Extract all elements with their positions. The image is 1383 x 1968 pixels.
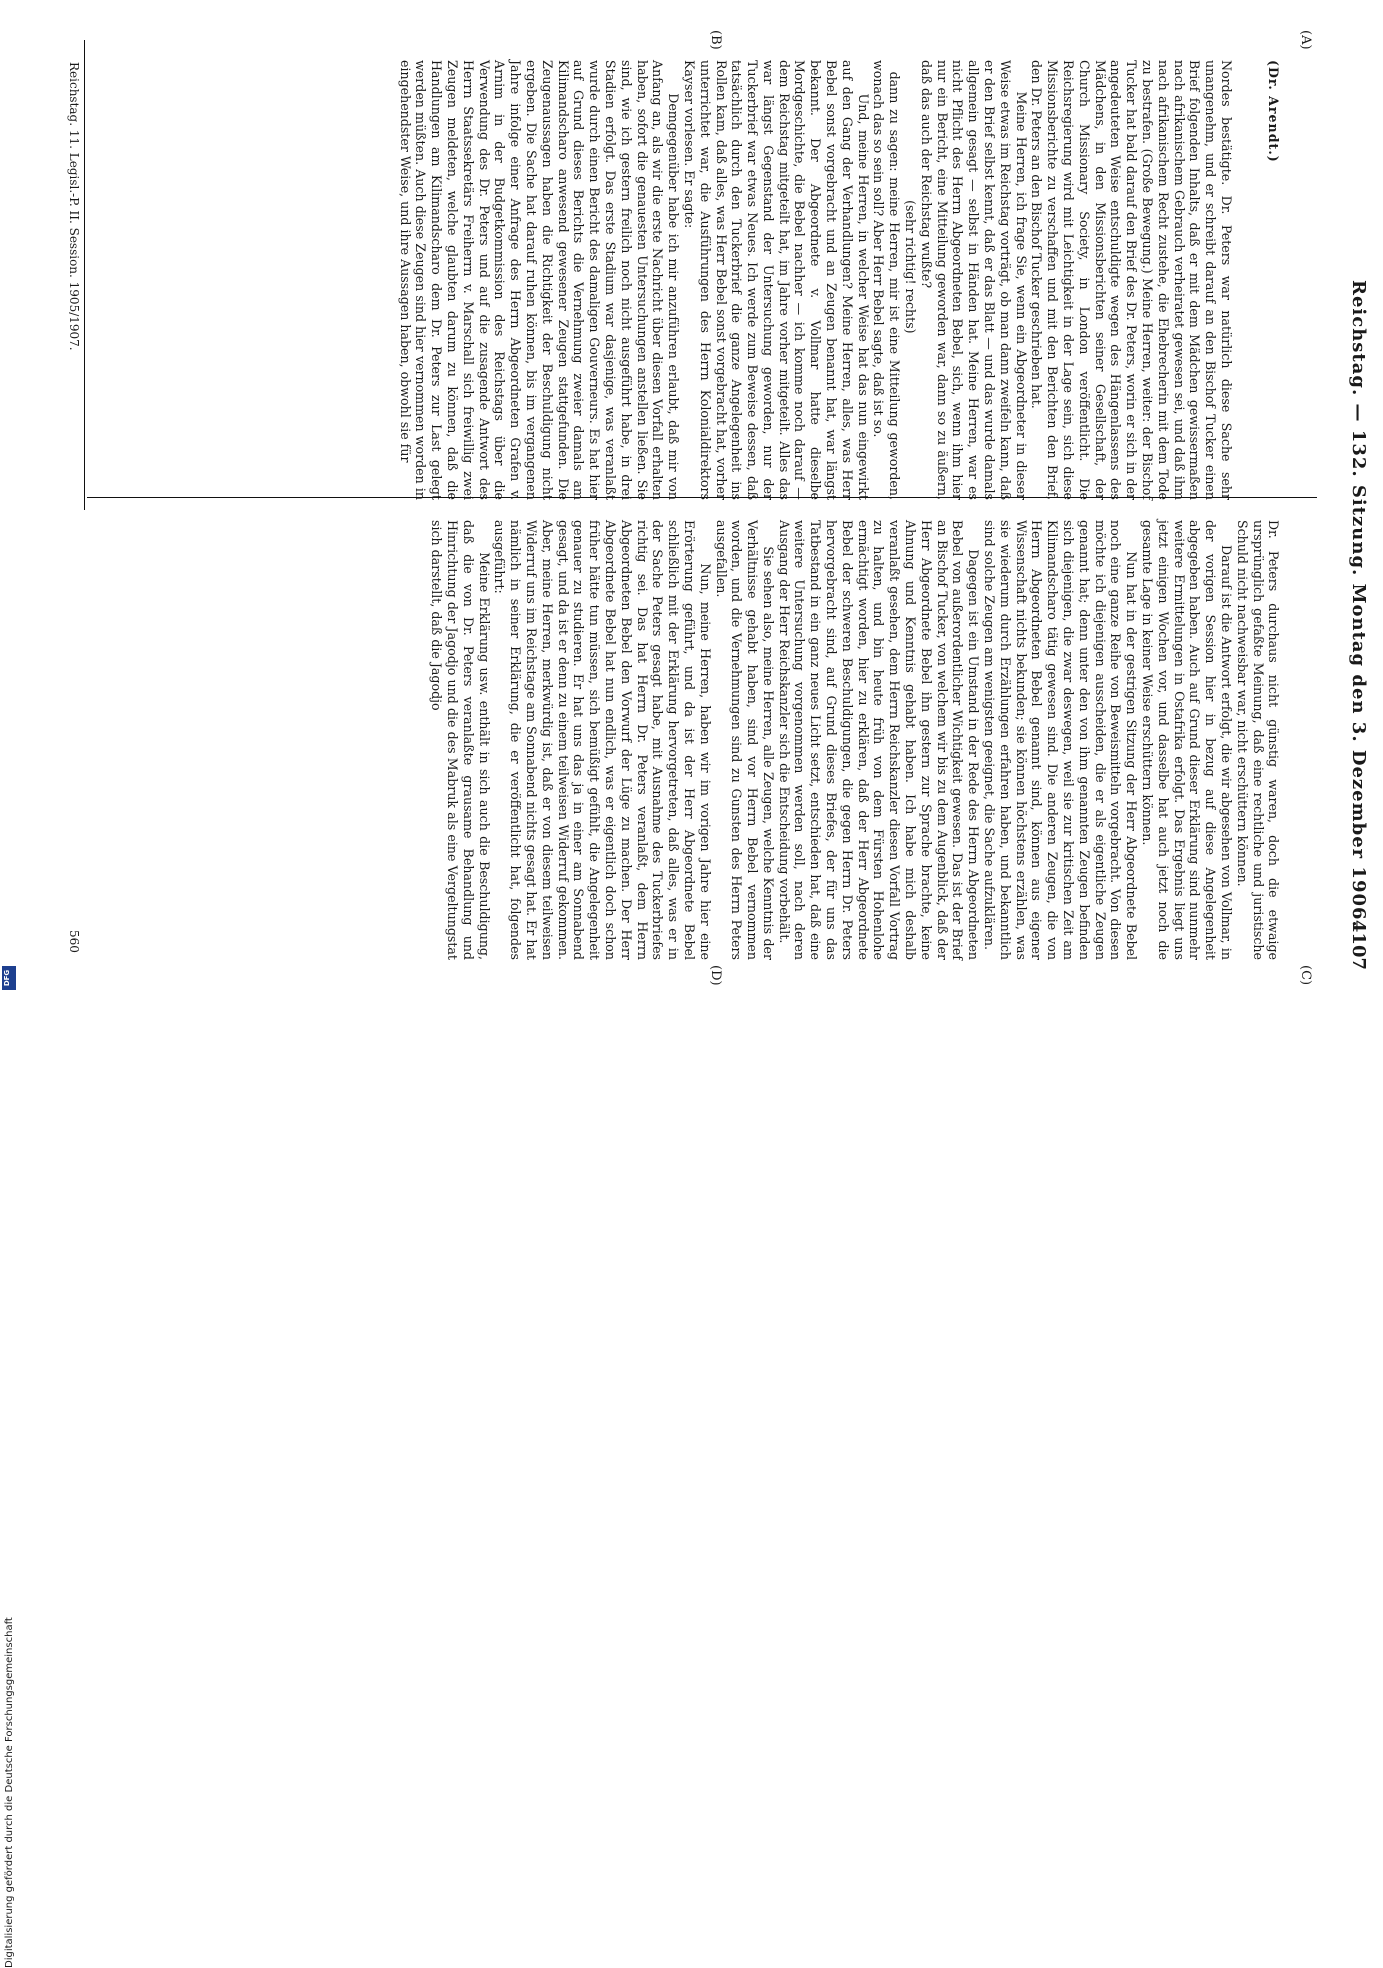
right-column-text: Dr. Peters durchaus nicht günstig waren, doch die etwaige ursprünglich gefaßte Meinung, daß eine rechtliche und juristische Schuld nicht nachweisbar war, nicht erschüttern können. Darauf ist die Antwort erfolgt, die wir abgesehen von Vollmar, in der vorigen Session hier in bezug auf diese Angelegenheit abgegeben haben. Auch auf Grund dieser Erklärung sind nunmehr weitere Ermittelungen in Ostafrika erfolgt. Das Ergebnis liegt uns jetzt einigen Wochen vor, und dasselbe hat auch jetzt noch die gesamte Lage in keiner Weise erschüttern können. Nun hat in der gestrigen Sitzung der Herr Abgeordnete Bebel noch eine ganze Reihe von Beweismitteln vorgebracht. Von diesen möchte ich diejenigen ausscheiden, die er als eigentliche Zeugen genannt hat; denn unter den von ihm genannten Zeugen befinden sich diejenigen, die zwar deswegen, weil sie zur kritischen Zeit am Kilimandscharo tätig gewesen sind. Die anderen Zeugen, die von Herrn Abgeordneten Bebel genannt sind, können aus eigener Wissenschaft nichts bekunden; sie können höchstens erzählen, was sie wiederum durch Erzählungen erfahren haben, und bekanntlich sind solche Zeugen am wenigsten geeignet, die Sache aufzuklären. Dagegen ist ein Umstand in der Rede des Herrn Abgeordneten Bebel von außerordentlicher Wichtigkeit gewesen. Das ist der Brief an Bischof Tucker, von welchem wir bis zu dem Augenblick, daß der Herr Abgeordnete Bebel ihn gestern zur Sprache brachte, keine Ahnung und Kenntnis gehabt haben. Ich habe mich deshalb veranlaßt gesehen, dem Herrn Reichskanzler diesen Vorfall Vortrag zu halten, und bin heute früh von dem Fürsten Hohenlohe ermächtigt worden, hier zu erklären, daß der Herr Abgeordnete Bebel der schweren Beschuldigungen, die gegen Herrn Dr. Peters hervorgebracht sind, auf Grund dieses Briefes, der für uns das Tatbestand in ein ganz neues Licht setzt, entschieden hat, daß eine weitere Untersuchung vorgenommen werden soll, nach deren Ausgang der Herr Reichskanzler sich die Entscheidung vorbehält. Sie sehen also, meine Herren, alle Zeugen, welche Kenntnis der Verhältnisse gehabt haben, sind vor Herrn Bebel vernommen worden, und die Vernehmungen sind zu Gunsten des Herrn Peters ausgefallen. Nun, meine Herren, haben wir im vorigen Jahre hier eine Erörterung geführt, und da ist der Herr Abgeordnete Bebel schließlich mit der Erklärung hervorgetreten, daß alles, was er in der Sache Peters gesagt habe, mit Ausnahme des Tuckerbriefes richtig sei. Das hat Herrn Dr. Peters veranlaßt, dem Herrn Abgeordneten Bebel den Vorwurf der Lüge zu machen. Der Herr Abgeordnete Bebel hat nun endlich, was er eigentlich doch schon früher hätte tun müssen, sich bemüßigt gefühlt, die Angelegenheit genauer zu studieren. Er hat uns das ja in einer am Sonnabend gesagt, und da ist er denn zu einem teilweisen Widerruf gekommen. Aber, meine Herren, merkwürdig ist, daß er von diesem teilweisen Widerruf uns im Reichstage am Sonnabend nichts gesagt hat. Er hat nämlich in seiner Erklärung, die er veröffentlicht hat, folgendes ausgeführt: Meine Erklärung usw. enthält in sich auch die Beschuldigung, daß die von Dr. Peters veranlaßte grausame Behandlung und Hinrichtung der Jagodjo und die des Mabruk als eine Vergeltungstat sich darstellt, daß die Jagodjo [429, 520, 1282, 961]
dfg-logo-icon: DFG [2, 966, 16, 990]
speaker-label: (Dr. Arendt.) [1266, 60, 1282, 163]
page-header [1329, 40, 1369, 970]
margin-marker-c: (C) [1298, 965, 1313, 986]
credit-text: Digitalisierung gefördert durch die Deutsche Forschungsgemeinschaft [4, 1617, 15, 1968]
right-column [397, 520, 1313, 960]
header-title: Reichstag. — 132. Sitzung. Montag den 3. Dezember 1906. [1348, 280, 1369, 928]
margin-marker-b: (B) [708, 30, 723, 50]
footer-session-info: Reichstag. 11. Legisl.-P. II. Session. 1905/1907. [67, 62, 81, 351]
footer-page-number: 560 [67, 930, 81, 953]
header-page-number: 4107 [1348, 919, 1369, 970]
margin-marker-a: (A) [1298, 30, 1313, 50]
left-column-text: Nordes bestätigte. Dr. Peters war natürlich diese Sache sehr unangenehm, und er schreibt darauf an den Bischof Tucker einen Brief folgenden Inhalts, daß er mit dem Mädchen gewissermaßen nach afrikanischem Gebrauch verheiratet gewesen sei, und daß ihm nach afrikanischem Recht zustehe, die Ehebrecherin mit dem Tode zu bestrafen. (Große Bewegung.) Meine Herren, weiter: der Bischof Tucker hat bald darauf den Brief des Dr. Peters, worin er sich in der angedeuteten Weise entschuldigte wegen des Hängenlassens des Mädchens, in den Missionsberichten seiner Gesellschaft, der Church Missionary Society, in London veröffentlicht. Die Reichsregierung wird mit Leichtigkeit in der Lage sein, sich diese Missionsberichte zu verschaffen und mit den Berichten den Brief, den Dr. Peters an den Bischof Tucker geschrieben hat. Meine Herren, ich frage Sie, wenn ein Abgeordneter in dieser Weise etwas im Reichstag vorträgt, ob man dann zweifeln kann, daß er den Brief selbst kennt, daß er das Blatt — und das wurde damals allgemein gesagt — selbst in Händen hat. Meine Herren, war es nicht Pflicht des Herrn Abgeordneten Bebel, sich, wenn ihm hier nur ein Bericht, eine Mitteilung geworden war, dann so zu äußern, daß das auch der Reichstag wußte? (sehr richtig! rechts) dann zu sagen: meine Herren, mir ist eine Mitteilung geworden, wonach das so sein soll? Aber Herr Bebel sagte, daß ist so. Und, meine Herren, in welcher Weise hat das nun eingewirkt auf den Gang der Verhandlungen? Meine Herren, alles, was Herr Bebel sonst vorgebracht und an Zeugen benannt hat, war längst bekannt. Der Abgeordnete v. Vollmar hatte dieselbe Mordgeschichte, die Bebel nachher — ich komme noch darauf — dem Reichstag mitgeteilt hat, im Jahre vorher mitgeteilt. Alles das war längst Gegenstand der Untersuchung geworden, nur der Tuckerbrief war etwas Neues. Ich werde zum Beweise dessen, daß tatsächlich durch den Tuckerbrief die ganze Angelegenheit ins Rollen kam, daß alles, was Herr Bebel sonst vorgebracht hat, vorher unterrichtet war, die Ausführungen des Herrn Kolonialdirektors Kayser vorlesen. Er sagte: Demgegenüber habe ich mir anzuführen erlaubt, daß mir von Anfang an, als wir die erste Nachricht über diesen Vorfall erhalten haben, sofort die genauesten Untersuchungen anstellen ließen. Sie sind, wie ich gestern freilich noch nicht ausgeführt habe, in drei Stadien erfolgt. Das erste Stadium war dasjenige, was veranlaßt wurde durch einen Bericht des damaligen Gouverneurs. Es hat hier auf Grund dieses Berichts die Vernehmung zweier damals am Kilimandscharo anwesend gewesener Zeugen stattgefunden. Die Zeugenaussagen haben die Richtigkeit der Beschuldigung nicht ergeben. Die Sache hat darauf ruhen können, bis im vergangenen Jahre infolge einer Anfrage des Herrn Abgeordneten Grafen v. Arnim in der Budgetkommission des Reichstags über die Verwendung des Dr. Peters und auf die zusagende Antwort des Herrn Staatssekretärs Freiherrn v. Marschall sich freiwillig zwei Zeugen meldeten, welche glaubten darum zu können, daß die Handlungen am Kilimandscharo dem Dr. Peters zur Last gelegt werden müßten. Auch diese Zeugen sind hier vernommen worden in eingehendster Weise, und ihre Aussagen haben, obwohl sie für [397, 60, 1235, 500]
column-divider [87, 497, 1317, 498]
left-column [365, 60, 1313, 500]
footer-rule [84, 40, 85, 510]
margin-marker-d: (D) [708, 965, 723, 986]
